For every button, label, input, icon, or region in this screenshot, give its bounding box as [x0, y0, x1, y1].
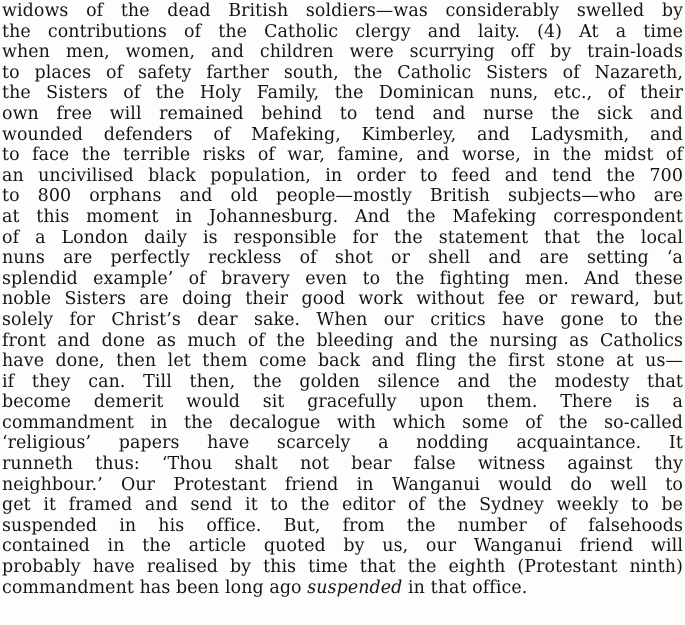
article-line-12: of a London daily is responsible for the statement that the local [2, 227, 683, 248]
article-line-29 [2, 578, 683, 599]
article-line-9: an uncivilised black population, in order to feed and tend the 700 [2, 165, 683, 186]
article-line-20: become demerit would sit gracefully upon them. There is a [2, 392, 683, 413]
article-line-25: get it framed and send it to the editor of the Sydney weekly to be [2, 495, 683, 516]
article-line-4: to places of safety farther south, the Catholic Sisters of Nazareth, [2, 62, 683, 83]
article-line-17: front and done as much of the bleeding and the nursing as Catholics [2, 330, 683, 351]
article-line-18: have done, then let them come back and fling the first stone at us— [2, 351, 683, 372]
article-line-15: noble Sisters are doing their good work without fee or reward, but [2, 289, 683, 310]
article-line-6: own free will remained behind to tend and nurse the sick and [2, 103, 683, 124]
article-line-22: ‘religious’ papers have scarcely a nodding acquaintance. It [2, 433, 683, 454]
italic-word-suspended: suspended [307, 577, 403, 598]
article-line-29-start: commandment has been long ago [2, 577, 308, 598]
article-line-21: commandment in the decalogue with which some of the so-called [2, 412, 683, 433]
article-line-27: contained in the article quoted by us, our Wanganui friend will [2, 536, 683, 557]
article-line-14: splendid example’ of bravery even to the fighting men. And these [2, 268, 683, 289]
article-line-11: at this moment in Johannesburg. And the Mafeking correspondent [2, 206, 683, 227]
article-line-19: if they can. Till then, the golden silence and the modesty that [2, 371, 683, 392]
article-line-7: wounded defenders of Mafeking, Kimberley, and Ladysmith, and [2, 124, 683, 145]
article-line-29-end: in that office. [402, 577, 528, 598]
article-text-column [2, 1, 683, 598]
article-line-10: to 800 orphans and old people—mostly British subjects—who are [2, 186, 683, 207]
article-line-13: nuns are perfectly reckless of shot or shell and are setting ‘a [2, 248, 683, 269]
article-line-16: solely for Christ’s dear sake. When our critics have gone to the [2, 309, 683, 330]
article-line-2: the contributions of the Catholic clergy and laity. (4) At a time [2, 21, 683, 42]
article-line-23: runneth thus: ‘Thou shalt not bear false witness against thy [2, 454, 683, 475]
article-line-5: the Sisters of the Holy Family, the Dominican nuns, etc., of their [2, 83, 683, 104]
article-line-28: probably have realised by this time that the eighth (Protestant ninth) [2, 557, 683, 578]
article-line-1: widows of the dead British soldiers—was considerably swelled by [2, 1, 683, 21]
article-line-26: suspended in his office. But, from the number of falsehoods [2, 515, 683, 536]
article-line-3: when men, women, and children were scurrying off by train-loads [2, 42, 683, 63]
article-line-8: to face the terrible risks of war, famine, and worse, in the midst of [2, 145, 683, 166]
article-line-24: neighbour.’ Our Protestant friend in Wanganui would do well to [2, 474, 683, 495]
